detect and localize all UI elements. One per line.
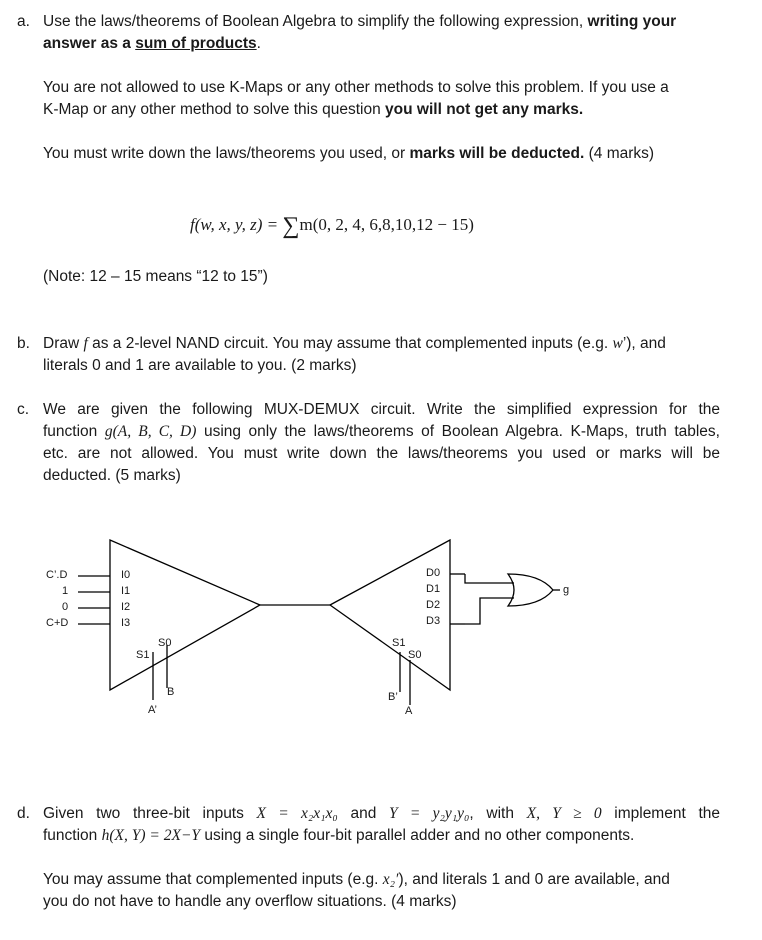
part-b-line2: literals 0 and 1 are available to you. (2 marks): [43, 357, 357, 374]
part-c-line1: We are given the following MUX-DEMUX circuit. Write the simplified expression for the: [43, 401, 720, 418]
part-c-line3: etc. are not allowed. You must write down the laws/theorems you used or marks will be: [43, 445, 720, 462]
part-b-letter: b.: [17, 335, 30, 352]
part-c-line4: deducted. (5 marks): [43, 467, 181, 484]
part-a-note: (Note: 12 – 15 means “12 to 15”): [43, 268, 268, 285]
mux-select-signal-a: A’: [148, 704, 157, 716]
demux-out-d3: D3: [426, 615, 441, 627]
demux-out-d0: D0: [426, 567, 441, 579]
minterm-formula: f(w, x, y, z) = ∑m(0, 2, 4, 6,8,10,12 − 15): [190, 213, 474, 239]
mux-pin-i2: I2: [121, 601, 131, 613]
or-gate: [508, 574, 553, 606]
demux-out-d1: D1: [426, 583, 441, 595]
output-g: g: [563, 584, 570, 596]
part-a-para2-line1: You are not allowed to use K-Maps or any other methods to solve this problem. If you use a: [43, 79, 669, 96]
part-d-para2-line1: You may assume that complemented inputs (e.g. x₂′), and literals 1 and 0 are available, and: [43, 871, 670, 888]
mux-select-signal-b: B: [167, 686, 175, 698]
part-a-line1: Use the laws/theorems of Boolean Algebra to simplify the following expression, writing your: [43, 13, 677, 30]
demux-select-signal-a: A: [405, 705, 413, 717]
part-a-para3: You must write down the laws/theorems you used, or marks will be deducted. (4 marks): [43, 145, 655, 162]
mux-input-0: C’.D: [46, 569, 68, 581]
part-a-para2-line2: K-Map or any other method to solve this question you will not get any marks.: [43, 101, 584, 118]
part-a-line2: answer as a sum of products.: [43, 35, 261, 52]
mux-pin-i3: I3: [121, 617, 131, 629]
demux-select-signal-b: B’: [388, 691, 398, 703]
mux-input-1: 1: [62, 585, 69, 597]
part-a-letter: a.: [17, 13, 30, 30]
mux-demux-circuit: [0, 500, 762, 730]
demux-select-s1: S1: [392, 637, 406, 649]
demux-select-s0: S0: [408, 649, 422, 661]
part-d-letter: d.: [17, 805, 30, 822]
part-d-line1: Given two three-bit inputs X = x₂x₁x₀ and Y = y₂y₁y₀, with X, Y ≥ 0 implement the: [43, 805, 720, 822]
mux-input-3: C+D: [46, 617, 69, 629]
part-c-letter: c.: [17, 401, 30, 418]
part-d-para2-line2: you do not have to handle any overflow situations. (4 marks): [43, 893, 457, 910]
mux-select-s0: S0: [158, 637, 172, 649]
mux-select-s1: S1: [136, 649, 150, 661]
mux-body: [110, 540, 260, 690]
mux-pin-i1: I1: [121, 585, 131, 597]
demux-out-d2: D2: [426, 599, 441, 611]
mux-input-2: 0: [62, 601, 69, 613]
part-c-line2: function g(A, B, C, D) using only the laws/theorems of Boolean Algebra. K-Maps, truth tables,: [43, 423, 720, 440]
mux-pin-i0: I0: [121, 569, 131, 581]
part-d-line2: function h(X, Y) = 2X−Y using a single four-bit parallel adder and no other components.: [43, 827, 635, 844]
part-b-line1: Draw f as a 2-level NAND circuit. You may assume that complemented inputs (e.g. w’), and: [43, 335, 666, 352]
